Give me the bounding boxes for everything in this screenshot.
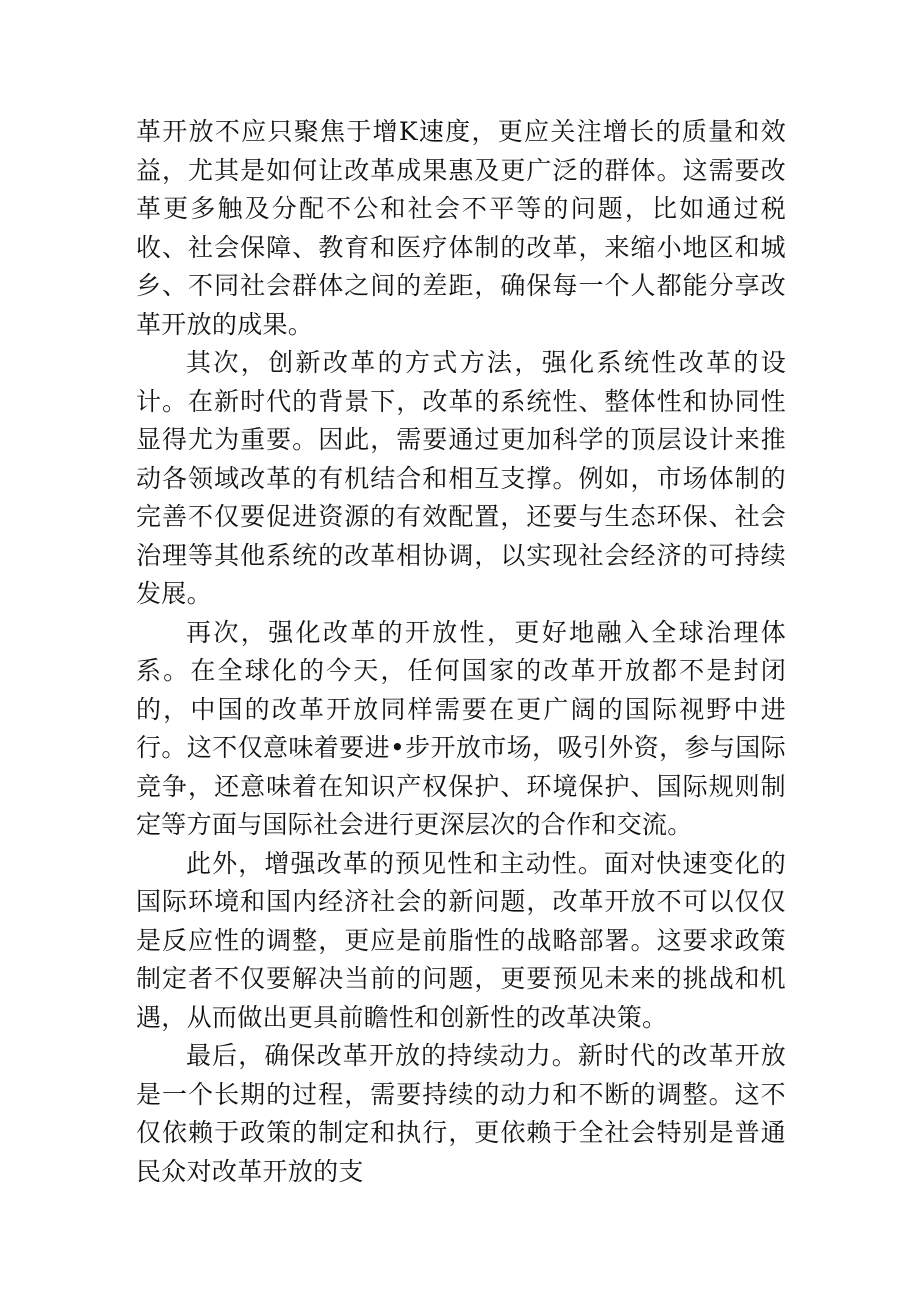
paragraph-openness: 再次，强化改革的开放性，更好地融入全球治理体系。在全球化的今天，任何国家的改革开放都不是封闭的，中国的改革开放同样需要在更广阔的国际视野中进行。这不仅意味着要进•步开放市场，吸引外资，参与国际竞争，还意味着在知识产权保护、环境保护、国际规则制定等方面与国际社会进行更深层次的合作和交流。	[136, 617, 786, 839]
paragraph-systematic-reform: 其次，创新改革的方式方法，强化系统性改革的设计。在新时代的背景下，改革的系统性、整体性和协同性显得尤为重要。因此，需要通过更加科学的顶层设计来推动各领域改革的有机结合和相互支撑。例如，市场体制的完善不仅要促进资源的有效配置，还要与生态环保、社会治理等其他系统的改革相协调，以实现社会经济的可持续发展。	[136, 348, 786, 608]
paragraph-foresight: 此外，增强改革的预见性和主动性。面对快速变化的国际环境和国内经济社会的新问题，改革开放不可以仅仅是反应性的调整，更应是前脂性的战略部署。这要求政策制定者不仅要解决当前的问题，更要预见未来的挑战和机遇，从而做出更具前瞻性和创新性的改革决策。	[136, 848, 786, 1032]
paragraph-continuation: 革开放不应只聚焦于增K速度，更应关注增长的质量和效益，尤其是如何让改革成果惠及更广泛的群体。这需要改革更多触及分配不公和社会不平等的问题，比如通过税收、社会保障、教育和医疗体制的改革，来缩小地区和城乡、不同社会群体之间的差距，确保每一个人都能分享改革开放的成果。	[136, 117, 786, 339]
paragraph-sustained-momentum: 最后，确保改革开放的持续动力。新时代的改革开放是一个长期的过程，需要持续的动力和不断的调整。这不仅依赖于政策的制定和执行，更依赖于全社会特别是普通民众对改革开放的支	[136, 1041, 786, 1186]
document-body	[136, 113, 786, 1191]
